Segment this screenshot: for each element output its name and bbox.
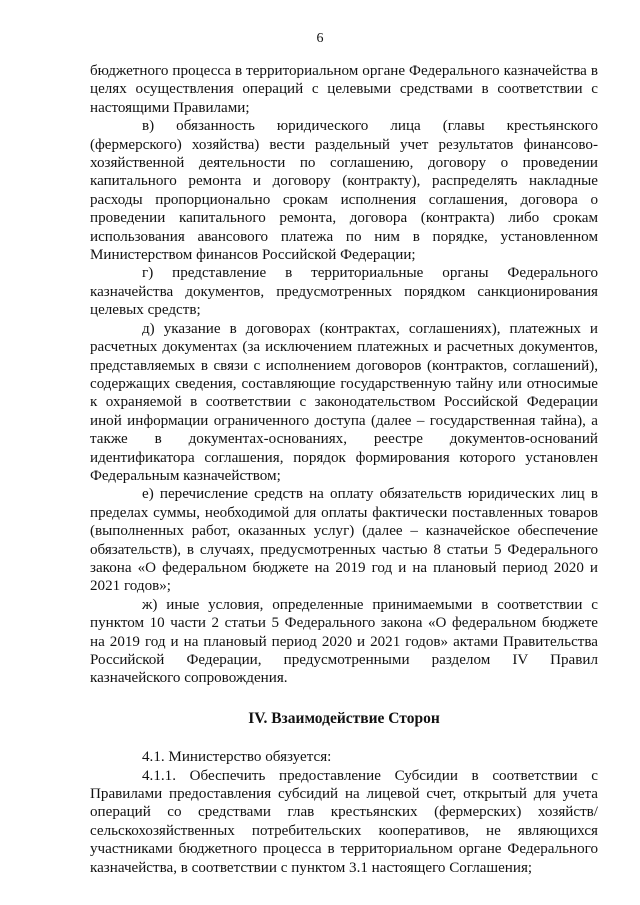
page-number: 6 bbox=[316, 31, 324, 46]
document-body bbox=[90, 62, 598, 877]
paragraph-4-1: 4.1. Министерство обязуется: bbox=[142, 749, 332, 766]
paragraph-item-d: д) указание в договорах (контрактах, соглашениях), платежных и расчетных документах (за исключением платежных и расчетных документов, представляемых в связи с исполнением договоров (контрактов, соглашений), содержащих сведения, составляющие государственную тайну или относимые к охраняемой в соответствии с законодательством Российской Федерации иной информации ограниченного доступа (далее – государственная тайна), а также в документах-основаниях, реестре документов-оснований идентификатора соглашения, порядок формирования которого установлен Федеральным казначейством; bbox=[90, 320, 598, 484]
section-heading: IV. Взаимодействие Сторон bbox=[248, 709, 440, 727]
paragraph-item-zh: ж) иные условия, определенные принимаемыми в соответствии с пунктом 10 части 2 статьи 5 Федерального закона «О федеральном бюджете на 2019 год и на плановый период 2020 и 2021 годов» актами Правительства Российской Федерации, предусмотренными разделом IV Правил казначейского сопровождения. bbox=[90, 596, 598, 687]
paragraph-item-e: е) перечисление средств на оплату обязательств юридических лиц в пределах суммы, необходимой для оплаты фактически поставленных товаров (выполненных работ, оказанных услуг) (далее – казначейское обеспечение обязательств), в случаях, предусмотренных частью 8 статьи 5 Федерального закона «О федеральном бюджете на 2019 год и на плановый период 2020 и 2021 годов»; bbox=[90, 486, 598, 595]
paragraph-continuation: бюджетного процесса в территориальном органе Федерального казначейства в целях осуществления операций с целевыми средствами в соответствии с настоящими Правилами; bbox=[90, 63, 598, 116]
paragraph-item-g: г) представление в территориальные органы Федерального казначейства документов, предусмотренных порядком санкционирования целевых средств; bbox=[90, 265, 598, 319]
paragraph-item-v: в) обязанность юридического лица (главы крестьянского (фермерского) хозяйства) вести раздельный учет результатов финансово-хозяйственной деятельности по соглашению, договору о проведении капитального ремонта и договору (контракту), распределять накладные расходы пропорционально срокам исполнения соглашения, договора о проведении капитального ремонта, договора (контракта) либо срокам использования авансового платежа по ним в порядке, установленном Министерством финансов Российской Федерации; bbox=[90, 118, 598, 264]
paragraph-4-1-1: 4.1.1. Обеспечить предоставление Субсидии в соответствии с Правилами предоставления субсидий на лицевой счет, открытый для учета операций со средствами глав крестьянских (фермерских) хозяйств/сельскохозяйственных потребительских кооперативов, не являющихся участниками бюджетного процесса в территориальном органе Федерального казначейства, в соответствии с пунктом 3.1 настоящего Соглашения; bbox=[90, 767, 598, 876]
